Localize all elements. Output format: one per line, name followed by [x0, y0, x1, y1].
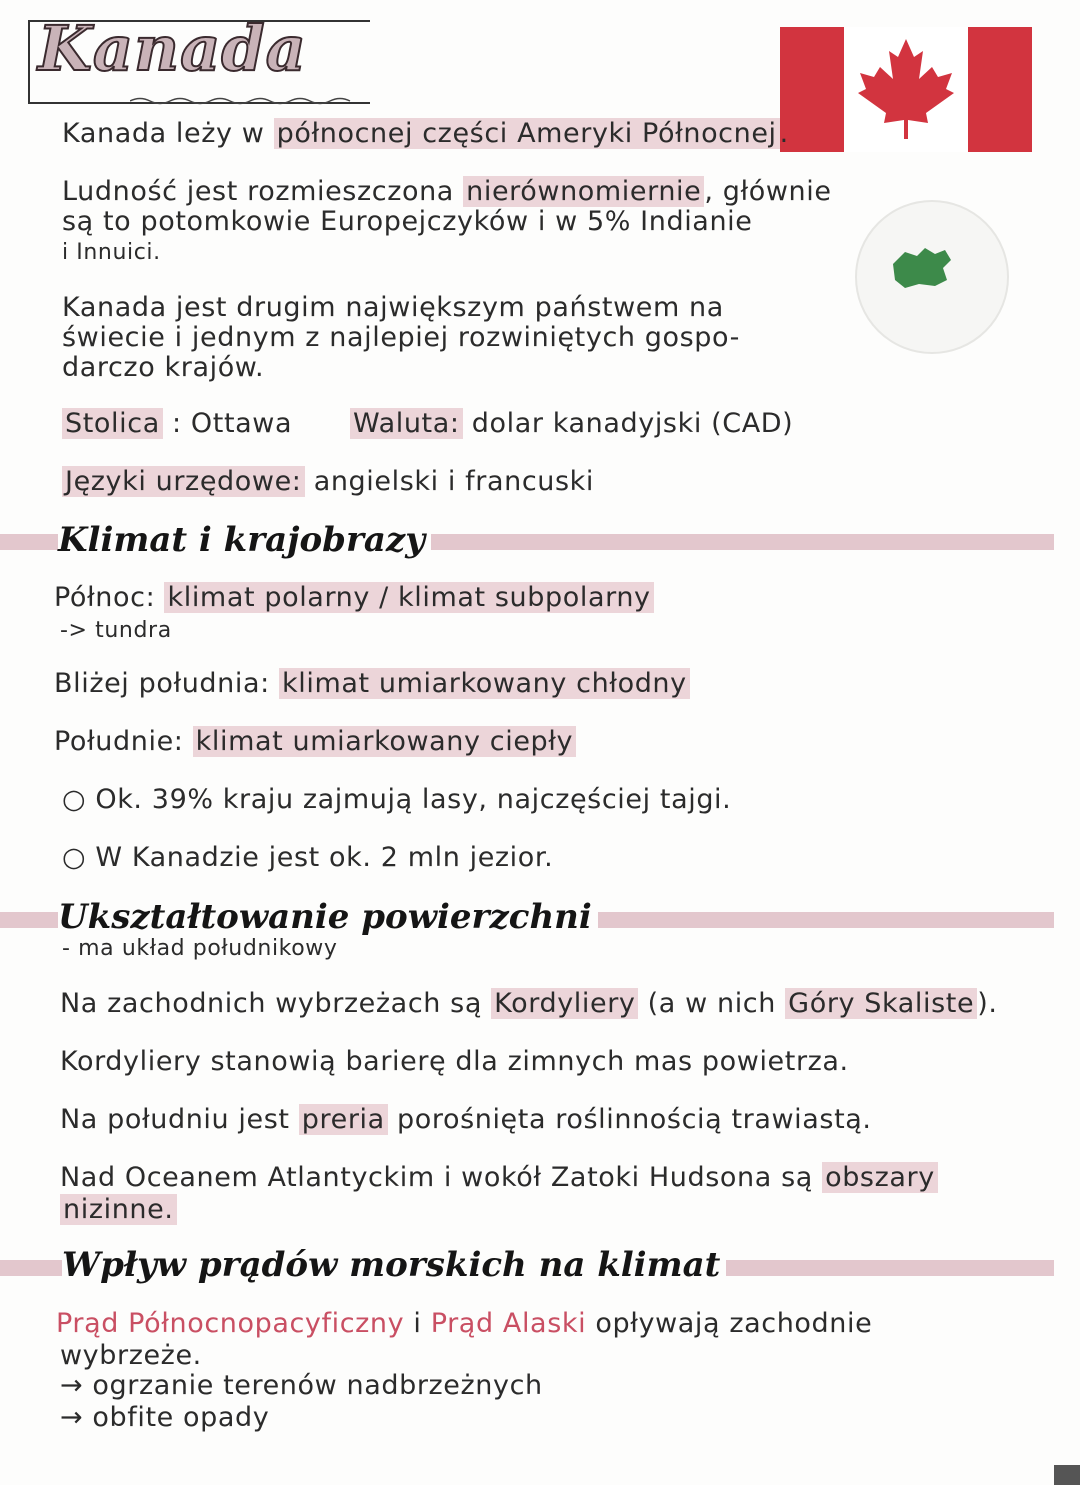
currents-effect-2: → obfite opady — [60, 1402, 270, 1433]
relief-line-1: Na zachodnich wybrzeżach są Kordyliery (a w nich Góry Skaliste ). — [60, 988, 998, 1019]
relief-note: - ma układ południkowy — [62, 936, 338, 961]
population-line-2: są to potomkowie Europejczyków i w 5% Indianie — [62, 206, 753, 237]
relief-line-3: Na południu jest preria porośnięta roślinnością trawiastą. — [60, 1104, 872, 1135]
title-underline-wave — [130, 96, 360, 106]
climate-north-note: -> tundra — [60, 618, 172, 643]
size-line-2: świecie i jednym z najlepiej rozwiniętych gospo- — [62, 322, 741, 353]
climate-bullet-2: ○ W Kanadzie jest ok. 2 mln jezior. — [62, 842, 554, 873]
scan-edge-mark — [1054, 1465, 1080, 1485]
capital-line: Stolica : Ottawa — [62, 408, 292, 439]
currents-line-1: Prąd Północnopacyficzny i Prąd Alaski opływają zachodnie — [56, 1308, 873, 1339]
page-title: Kanada — [38, 12, 307, 85]
climate-bullet-1: ○ Ok. 39% kraju zajmują lasy, najczęściej tajgi. — [62, 784, 732, 815]
currents-line-2: wybrzeże. — [60, 1340, 202, 1371]
relief-line-5: nizinne. — [60, 1194, 177, 1225]
population-line-1: Ludność jest rozmieszczona nierównomiernie , głównie — [62, 176, 832, 207]
climate-heading: Klimat i krajobrazy — [58, 520, 431, 560]
intro-line-1: Kanada leży w północnej części Ameryki Północnej . — [62, 118, 789, 149]
size-line-1: Kanada jest drugim największym państwem na — [62, 292, 724, 323]
relief-heading: Ukształtowanie powierzchni — [58, 897, 598, 937]
canada-flag-image — [780, 27, 1032, 152]
currents-heading: Wpływ prądów morskich na klimat — [62, 1245, 726, 1285]
climate-north-line: Północ: klimat polarny / klimat subpolarny — [54, 582, 654, 613]
globe-map-image — [855, 192, 1010, 362]
population-line-3: i Innuici. — [62, 240, 161, 265]
relief-line-4: Nad Oceanem Atlantyckim i wokół Zatoki Hudsona są obszary — [60, 1162, 938, 1193]
currency-line: Waluta: dolar kanadyjski (CAD) — [350, 408, 793, 439]
currents-effect-1: → ogrzanie terenów nadbrzeżnych — [60, 1370, 543, 1401]
climate-south-line: Południe: klimat umiarkowany ciepły — [54, 726, 576, 757]
size-line-3: darczo krajów. — [62, 352, 265, 383]
climate-nearsouth-line: Bliżej południa: klimat umiarkowany chłodny — [54, 668, 690, 699]
relief-line-2: Kordyliery stanowią barierę dla zimnych mas powietrza. — [60, 1046, 849, 1077]
languages-line: Języki urzędowe: angielski i francuski — [62, 466, 594, 497]
